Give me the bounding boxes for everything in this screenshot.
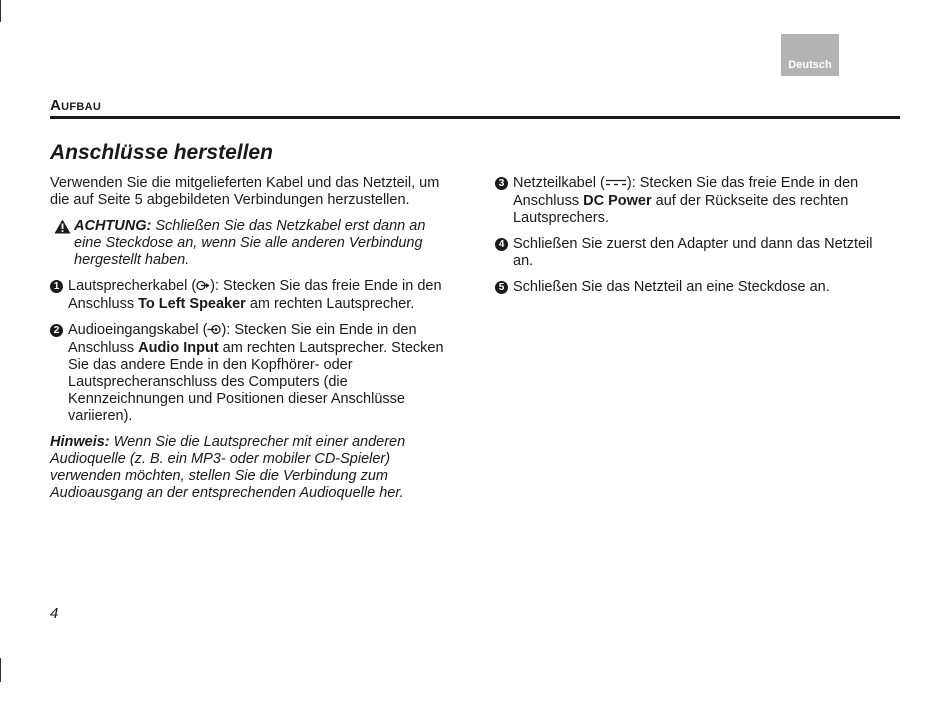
step-number: 1 [50,280,63,293]
note-label: Hinweis: [50,434,110,450]
step-text-tail: am rechten Lautsprecher. [245,296,415,312]
left-column [50,175,450,511]
step-number: 5 [495,281,508,294]
step-text-lead: Lautsprecherkabel ( [68,278,197,294]
step-text-lead: Audioeingangskabel ( [68,322,208,338]
page-number: 4 [50,605,59,622]
step-connector-name: Audio Input [138,340,219,356]
step-4 [495,236,895,270]
step-text-mid: ): Stecken Sie ein Ende in den Anschluss [68,322,417,356]
step-number: 3 [495,177,508,190]
step-text [68,278,450,313]
step-text-lead: Netzteilkabel ( [513,175,605,191]
step-connector-name: To Left Speaker [138,296,246,312]
section-title: Aufbau [50,97,102,114]
language-tab-label: Deutsch [788,59,832,71]
note-paragraph [50,434,450,502]
step-text-tail: am rechten Lautsprecher. Stecken Sie das andere Ende in den Kopfhörer- oder Lautsprecheranschluss des Computers (die Kennzeichnungen und Positionen dieser Anschlüsse variieren). [68,340,444,424]
dc-power-icon [605,176,627,193]
step-text: Schließen Sie zuerst den Adapter und dann das Netzteil an. [513,236,873,269]
step-text: Schließen Sie das Netzteil an eine Steckdose an. [513,279,830,295]
language-tab [781,34,839,76]
step-text-tail: auf der Rückseite des rechten Lautsprechers. [513,193,849,226]
speaker-cable-icon [196,279,210,296]
step-2 [50,322,450,425]
audio-input-icon [207,323,221,340]
page-heading: Anschlüsse herstellen [50,141,273,164]
step-text [68,322,450,425]
step-text-mid: ): Stecken Sie das freie Ende in den Anschluss [513,175,859,209]
step-text-mid: ): Stecken Sie das freie Ende in den Anschluss [68,278,442,312]
right-column [495,175,895,305]
step-1 [50,278,450,313]
caution-message: Schließen Sie das Netzkabel erst dann an eine Steckdose an, wenn Sie alle anderen Verbindung hergestellt haben. [74,218,426,268]
intro-paragraph: Verwenden Sie die mitgelieferten Kabel und das Netzteil, um die auf Seite 5 abgebildeten Verbindungen herzustellen. [50,175,440,208]
section-rule [50,116,900,119]
note-text: Wenn Sie die Lautsprecher mit einer anderen Audioquelle (z. B. ein MP3- oder mobiler CD-Spieler) verwenden möchten, stellen Sie die Verbindung zum Audioausgang an der entsprechenden Audioquelle her. [50,434,406,501]
step-5 [495,279,895,296]
step-3 [495,175,895,227]
step-number: 4 [495,238,508,251]
caution-block [54,218,450,269]
caution-text [74,218,450,269]
step-connector-name: DC Power [583,193,652,209]
caution-label: ACHTUNG: [74,218,152,234]
crop-mark-top [0,0,1,22]
step-text [513,175,895,227]
step-number: 2 [50,324,63,337]
warning-triangle-icon [54,219,74,239]
crop-mark-bottom [0,658,1,682]
